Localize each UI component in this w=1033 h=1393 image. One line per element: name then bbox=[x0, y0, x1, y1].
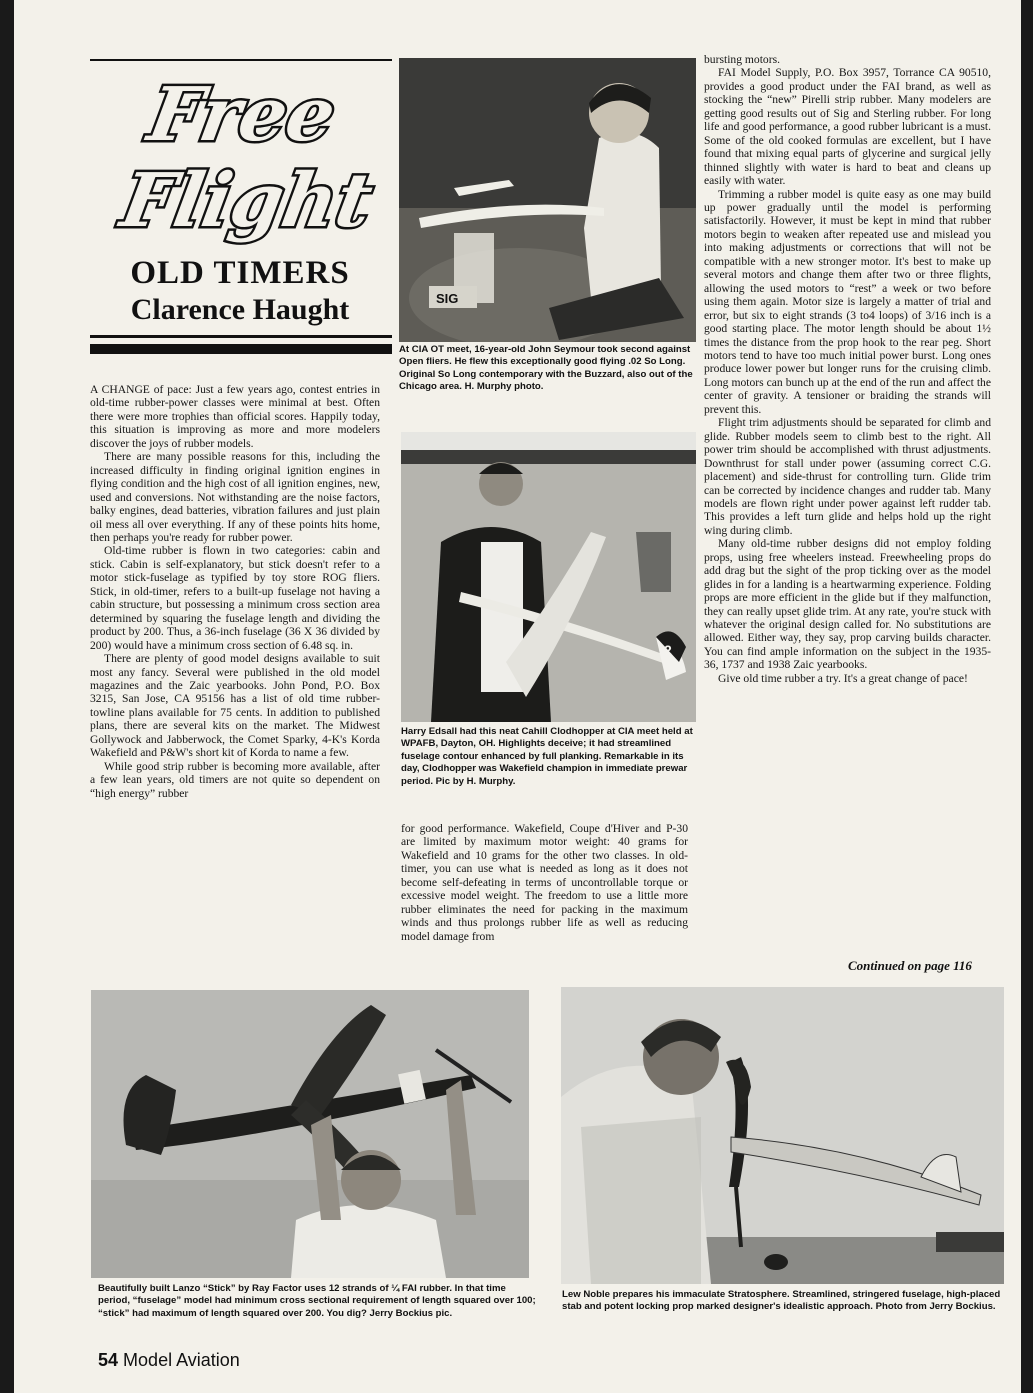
paragraph: While good strip rubber is becoming more available, after a few lean years, old timers are not quite so dependent on “high energy” rubber bbox=[90, 759, 380, 800]
caption-noble: Lew Noble prepares his immaculate Stratosphere. Streamlined, stringered fuselage, high-placed stab and potent locking prop marked designer's idealistic approach. Photo from Jerry Bockius. bbox=[562, 1289, 1001, 1313]
logo-word-flight: Flight bbox=[115, 156, 379, 244]
paragraph: A CHANGE of pace: Just a few years ago, contest entries in old-time rubber-power classes were minimal at best. Often there were more trophies than official scores. Happily today, this situation is improving as more and more modelers discover the joys of rubber models. bbox=[90, 383, 380, 450]
paragraph: bursting motors. bbox=[704, 53, 781, 66]
caption-edsall: Harry Edsall had this neat Cahill Clodhopper at CIA meet held at WPAFB, Dayton, OH. Highlights deceive; it had streamlined fuselage contour enhanced by full planking. Remarkable in its day, Clodhopper was Wakefield champion in immediate prewar period. Pic by H. Murphy. bbox=[401, 726, 693, 787]
sig-box-label: SIG bbox=[436, 291, 459, 306]
text-column-2 bbox=[401, 822, 688, 943]
photo-john-seymour bbox=[399, 58, 696, 342]
section-title: OLD TIMERS bbox=[130, 255, 350, 291]
caption-factor: Beautifully built Lanzo “Stick” by Ray Factor uses 12 strands of ¼ FAI rubber. In that time period, “fuselage” model had minimum cross sectional requirement of length squared over 100; “stick” had maximum of length squared over 200. You dig? Jerry Bockius pic. bbox=[98, 1283, 536, 1319]
page-folio bbox=[98, 1350, 240, 1371]
text-column-1 bbox=[90, 383, 380, 800]
heading-rule-thin bbox=[90, 335, 392, 338]
text-column-3 bbox=[704, 53, 991, 685]
tail-number: 2 bbox=[664, 642, 672, 658]
paragraph: for good performance. Wakefield, Coupe d'Hiver and P-30 are limited by maximum motor weight: 40 grams for Wakefield and 10 grams for the other two classes. In old-timer, you can use what is needed as long as it does not become self-defeating in terms of uncontrollable torque or excessive model weight. The freedom to use a little more rubber eliminates the need for packing in the maximum winds and thus prolongs rubber life as well as reducing model damage from bbox=[401, 822, 688, 943]
page-number: 54 bbox=[98, 1350, 119, 1370]
photo-ray-factor bbox=[91, 990, 529, 1278]
paragraph: There are many possible reasons for this, including the increased difficulty in finding original ignition engines in flying condition and the high cost of all ignition engines, new, used and conversions. Not withstanding are the noise factors, balky engines, dead batteries, vibration failures and just plain oil mess all over everything. If any of these points hits home, then perhaps you're ready for rubber power. bbox=[90, 450, 380, 544]
paragraph: Old-time rubber is flown in two categories: cabin and stick. Cabin is self-explanatory, but stick doesn't refer to a motor stick-fuselage as typified by toy store ROG fliers. Stick, in old-timer, refers to a built-up fuselage not having a cabin structure, but possessing a minimum cross section area determined by squaring the fuselage length and dividing the product by 200. Thus, a 36-inch fuselage (36 X 36 divided by 200) would have a minimum cross section of 6.48 sq. in. bbox=[90, 544, 380, 652]
paragraph: Give old time rubber a try. It's a great change of pace! bbox=[718, 671, 968, 685]
magazine-name: Model Aviation bbox=[123, 1350, 240, 1370]
heading-rule-thick bbox=[90, 344, 392, 354]
free-flight-logo bbox=[88, 58, 393, 250]
photo-lew-noble bbox=[561, 987, 1004, 1284]
paragraph: FAI Model Supply, P.O. Box 3957, Torrance CA 90510, provides a good product under the FAI brand, as well as stocking the “new” Pirelli strip rubber. Many modelers are getting good results out of Sig and Sterling rubber. For long life and good performance, a good rubber lubricant is a must. Some of the old cooked formulas are excellent, but I have found that mixing equal parts of glycerine and surgical jelly thinned slightly with water is hard to beat and cleans up easily with water. bbox=[704, 66, 991, 188]
author-name: Clarence Haught bbox=[130, 293, 350, 326]
paragraph: Trimming a rubber model is quite easy as one may build up power gradually until the model is performing satisfactorily. However, it must be kept in mind that rubber motors begin to weaken after repeated use and mislead you into making adjustments or corrections that will not be compatible with a new stronger motor. It's best to make up several motors and change them after two or three flights, allowing the used motors to “rest” a week or two before using them again. Motor size is largely a matter of trial and error, but six to eight strands (3 to4 loops) of 3/16 inch is a good starting place. The motor length should be about 1½ times the distance from the prop hook to the rear peg. Short motors tend to have too much initial power burst. Long ones produce lower power but longer runs for the cruising climb. Long motors can bunch up at the end of the run and affect the center of gravity. A tensioner or braiding the strands will prevent this. bbox=[704, 187, 991, 416]
magazine-page bbox=[14, 0, 1021, 1393]
logo-word-free: Free bbox=[142, 70, 342, 158]
paragraph: Flight trim adjustments should be separated for climb and glide. Rubber models seem to climb best to the right. All power trim should be accomplished with thrust adjustments. Downthrust for stall under power (assuming correct C.G. placement) and side-thrust for controlling turn. Glide trim can be corrected by incidence changes and rudder tab. Many models are flown right under power against left rudder tab. This provides a left turn glide and helps hold up the right wing during climb. bbox=[704, 416, 991, 537]
continued-note: Continued on page 116 bbox=[848, 958, 972, 973]
paragraph: Many old-time rubber designs did not employ folding props, using free wheelers instead. Freewheeling props do add drag but the sight of the prop ticking over as the model glides in for a landing is a heartwarming experience. Folding props are more efficient in the glide but if they malfunction, they can really upset glide trim. At any rate, you're stuck with whatever the original design called for. No substitutions are allowed. Either way, they say, prop carving builds character. You can find ample information on the subject in the 1935-36, 1737 and 1938 Zaic yearbooks. bbox=[704, 537, 991, 672]
photo-harry-edsall bbox=[401, 432, 696, 722]
paragraph: There are plenty of good model designs available to suit most any fancy. Several were published in the old model magazines and the Zaic yearbooks. John Pond, P.O. Box 3215, San Jose, CA 95156 has a list of old time rubber-towline plans available for 75 cents. In addition to published plans, there are several kits on the market. The Midwest Gollywock and Jabberwock, the Comet Sparky, 4-K's Korda Wakefield and P&W's short kit of Korda to name a few. bbox=[90, 652, 380, 760]
caption-seymour: At CIA OT meet, 16-year-old John Seymour took second against Open fliers. He flew this exceptionally good flying .02 So Long. Original So Long contemporary with the Buzzard, also out of the Chicago area. H. Murphy photo. bbox=[399, 344, 693, 393]
